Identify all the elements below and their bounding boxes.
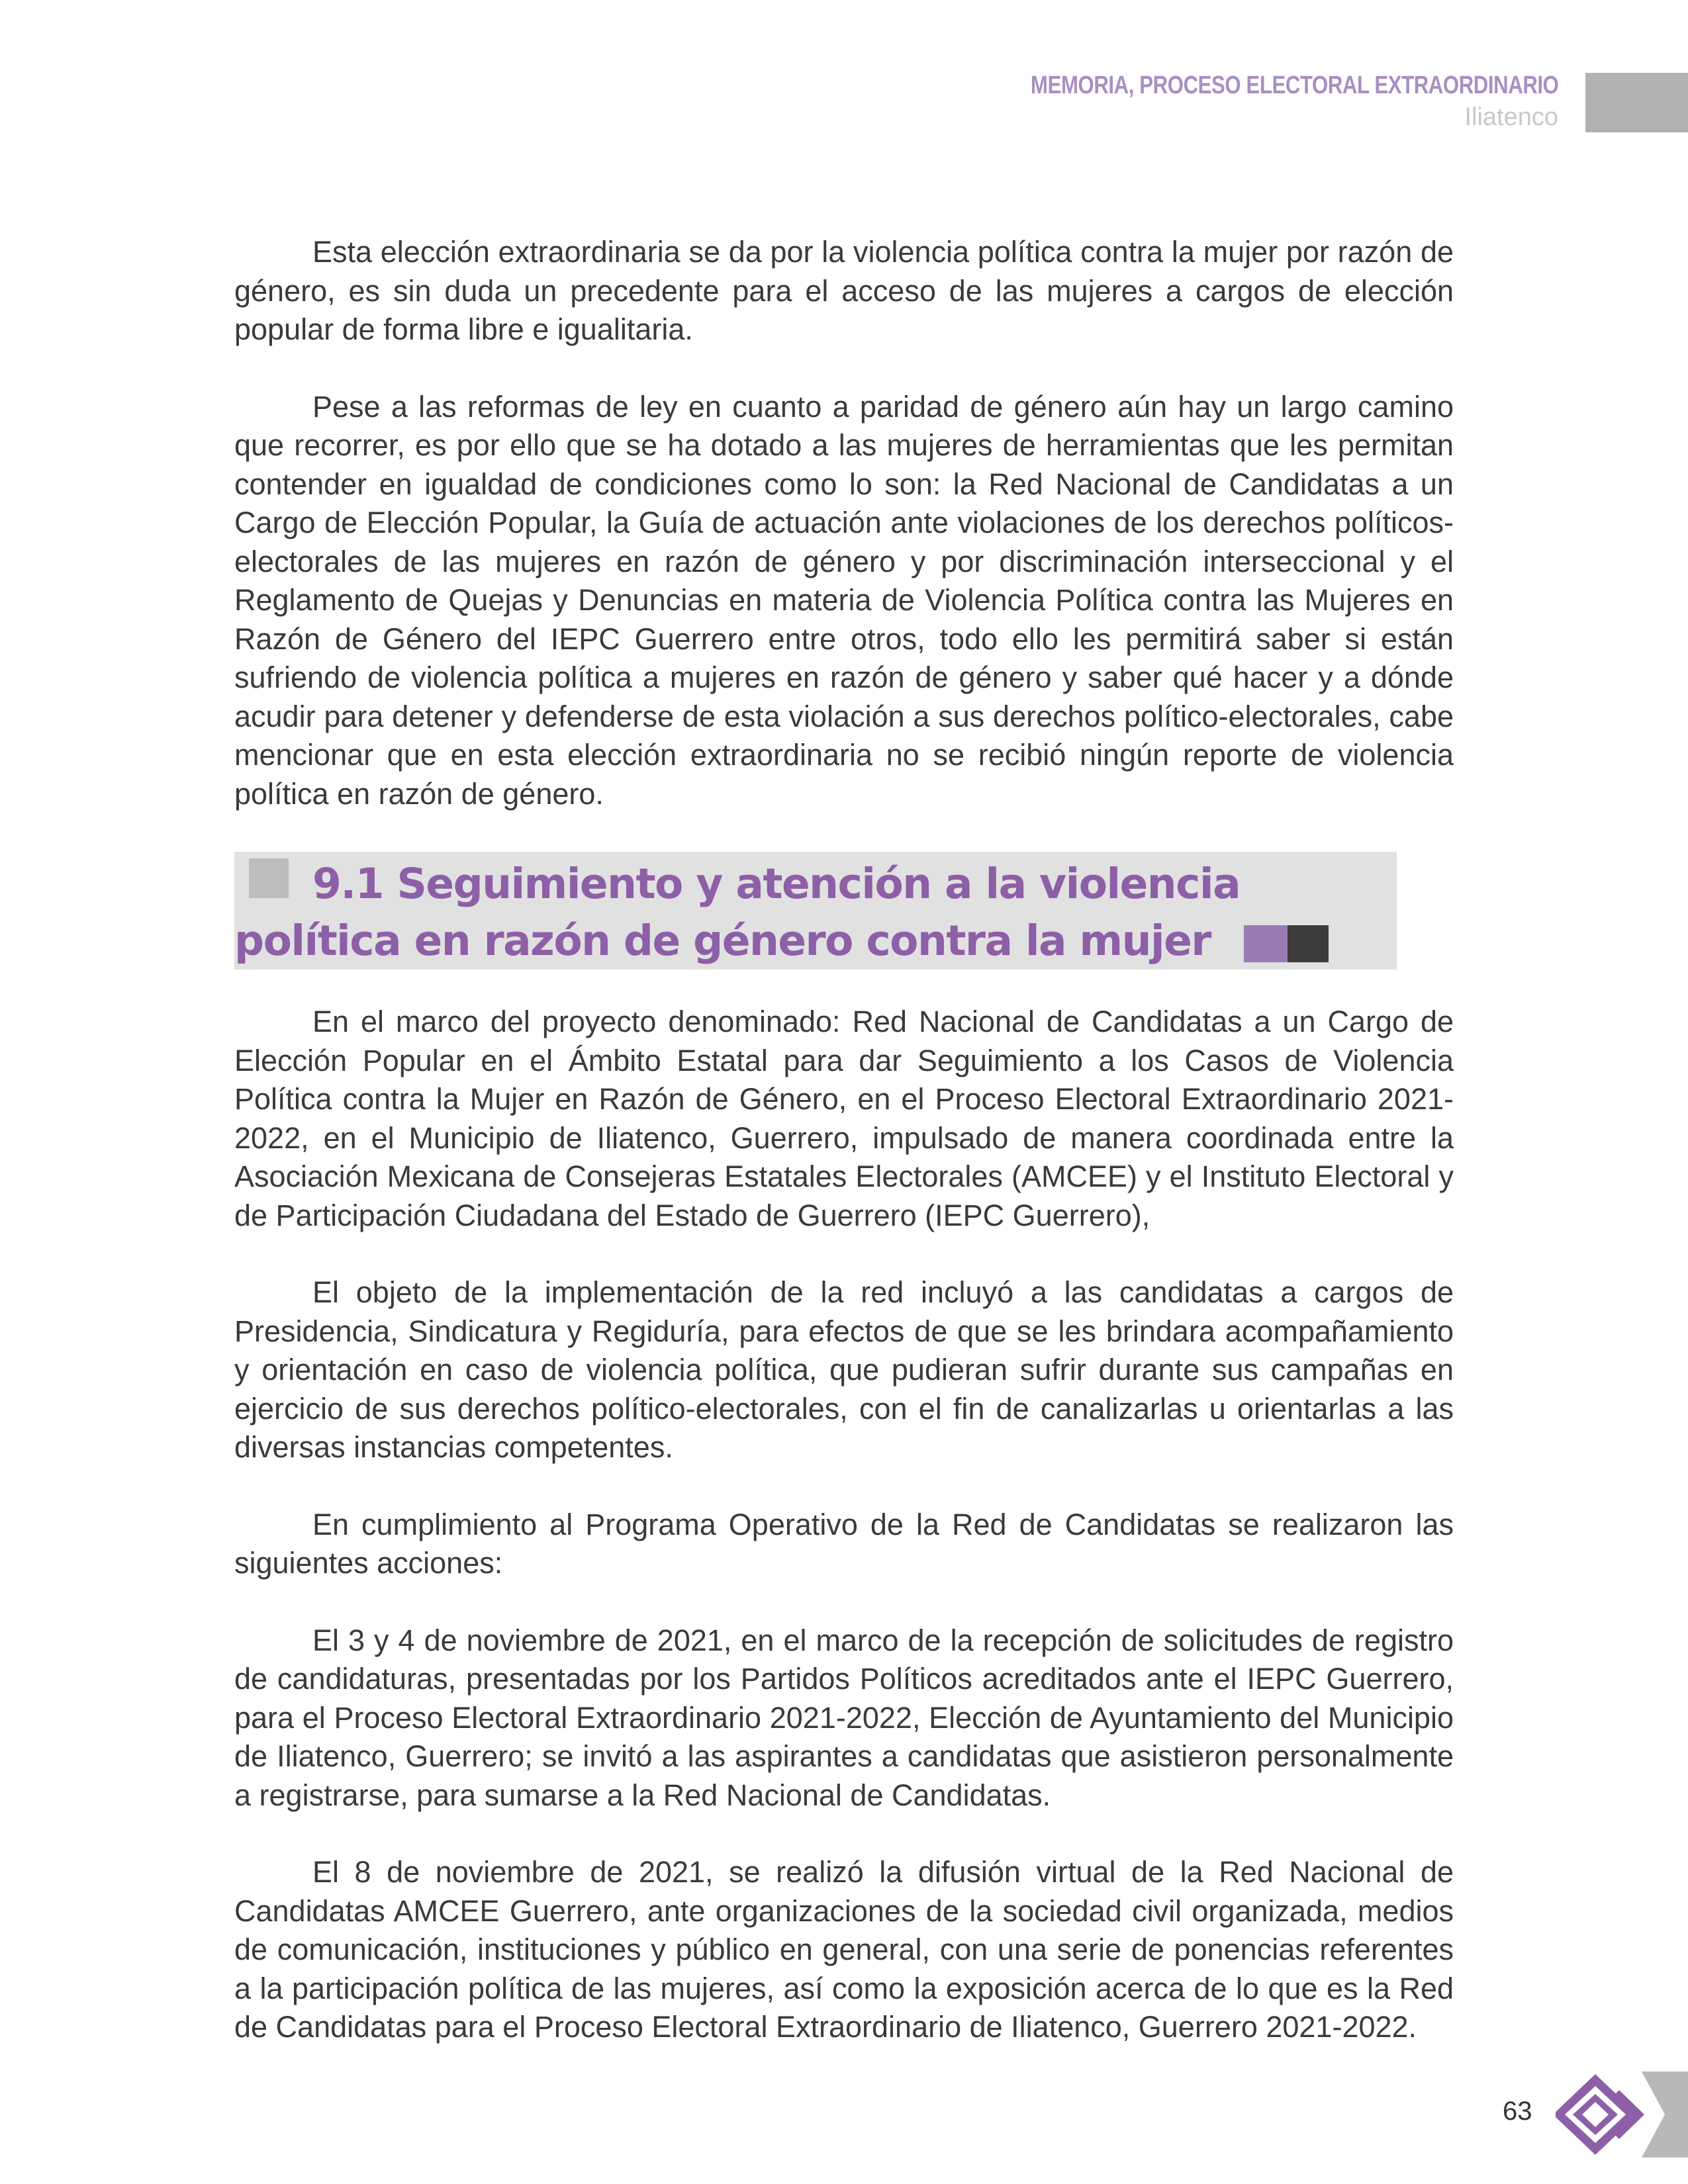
page-header bbox=[0, 0, 1688, 146]
paragraph: En cumplimiento al Programa Operativo de la Red de Candidatas se realizaron las siguientes acciones: bbox=[234, 1507, 1454, 1580]
purple-square-decoration bbox=[1244, 925, 1288, 962]
page-number: 63 bbox=[1503, 2097, 1532, 2126]
dark-square-decoration bbox=[1288, 925, 1329, 962]
section-heading: 9.1 Seguimiento y atención a la violencia política en razón de género contra la mujer bbox=[234, 860, 1241, 965]
paragraph: El 3 y 4 de noviembre de 2021, en el marco de la recepción de solicitudes de registro de candidaturas, presentadas por los Partidos Políticos acreditados ante el IEPC Guerrero, para el Proceso Electoral Extraordinario 2021-2022, Elección de Ayuntamiento del Municipio de Iliatenco, Guerrero; se invitó a las aspirantes a candidatas que asistieron personalmente a registrarse, para sumarse a la Red Nacional de Candidatas. bbox=[234, 1623, 1454, 1812]
document-subtitle: Iliatenco bbox=[1464, 103, 1558, 131]
section-heading-box bbox=[234, 852, 1397, 970]
header-tab-decoration bbox=[1585, 73, 1688, 132]
paragraph: Esta elección extraordinaria se da por la violencia política contra la mujer por razón de género, es sin duda un precedente para el acceso de las mujeres a cargos de elección popular de forma libre e igualitaria. bbox=[234, 235, 1454, 346]
document-title: MEMORIA, PROCESO ELECTORAL EXTRAORDINARIO bbox=[1030, 71, 1558, 99]
section-heading-container bbox=[234, 852, 1397, 970]
body-content bbox=[234, 233, 1454, 2085]
paragraph: Pese a las reformas de ley en cuanto a paridad de género aún hay un largo camino que recorrer, es por ello que se ha dotado a las mujeres de herramientas que les permitan contender en igualdad de condiciones como lo son: la Red Nacional de Candidatas a un Cargo de Elección Popular, la Guía de actuación ante violaciones de los derechos políticos-electorales de las mujeres en razón de género y por discriminación interseccional y el Reglamento de Quejas y Denuncias en materia de Violencia Política contra las Mujeres en Razón de Género del IEPC Guerrero entre otros, todo ello les permitirá saber si están sufriendo de violencia política a mujeres en razón de género y saber qué hacer y a dónde acudir para detener y defenderse de esta violación a sus derechos político-electorales, cabe mencionar que en esta elección extraordinaria no se recibió ningún reporte de violencia política en razón de género. bbox=[234, 389, 1454, 811]
institution-logo-icon bbox=[1556, 2071, 1688, 2158]
paragraph: El 8 de noviembre de 2021, se realizó la difusión virtual de la Red Nacional de Candidatas AMCEE Guerrero, ante organizaciones de la sociedad civil organizada, medios de comunicación, instituciones y público en general, con una serie de ponencias referentes a la participación política de las mujeres, así como la exposición acerca de lo que es la Red de Candidatas para el Proceso Electoral Extraordinario de Iliatenco, Guerrero 2021-2022. bbox=[234, 1855, 1454, 2044]
paragraph: El objeto de la implementación de la red incluyó a las candidatas a cargos de Presidencia, Sindicatura y Regiduría, para efectos de que se les brindara acompañamiento y orientación en caso de violencia política, que pudieran sufrir durante sus campañas en ejercicio de sus derechos político-electorales, con el fin de canalizarlas u orientarlas a las diversas instancias competentes. bbox=[234, 1275, 1454, 1464]
paragraph: En el marco del proyecto denominado: Red Nacional de Candidatas a un Cargo de Elección Popular en el Ámbito Estatal para dar Seguimiento a los Casos de Violencia Política contra la Mujer en Razón de Género, en el Proceso Electoral Extraordinario 2021-2022, en el Municipio de Iliatenco, Guerrero, impulsado de manera coordinada entre la Asociación Mexicana de Consejeras Estatales Electorales (AMCEE) y el Instituto Electoral y de Participación Ciudadana del Estado de Guerrero (IEPC Guerrero), bbox=[234, 1005, 1454, 1232]
